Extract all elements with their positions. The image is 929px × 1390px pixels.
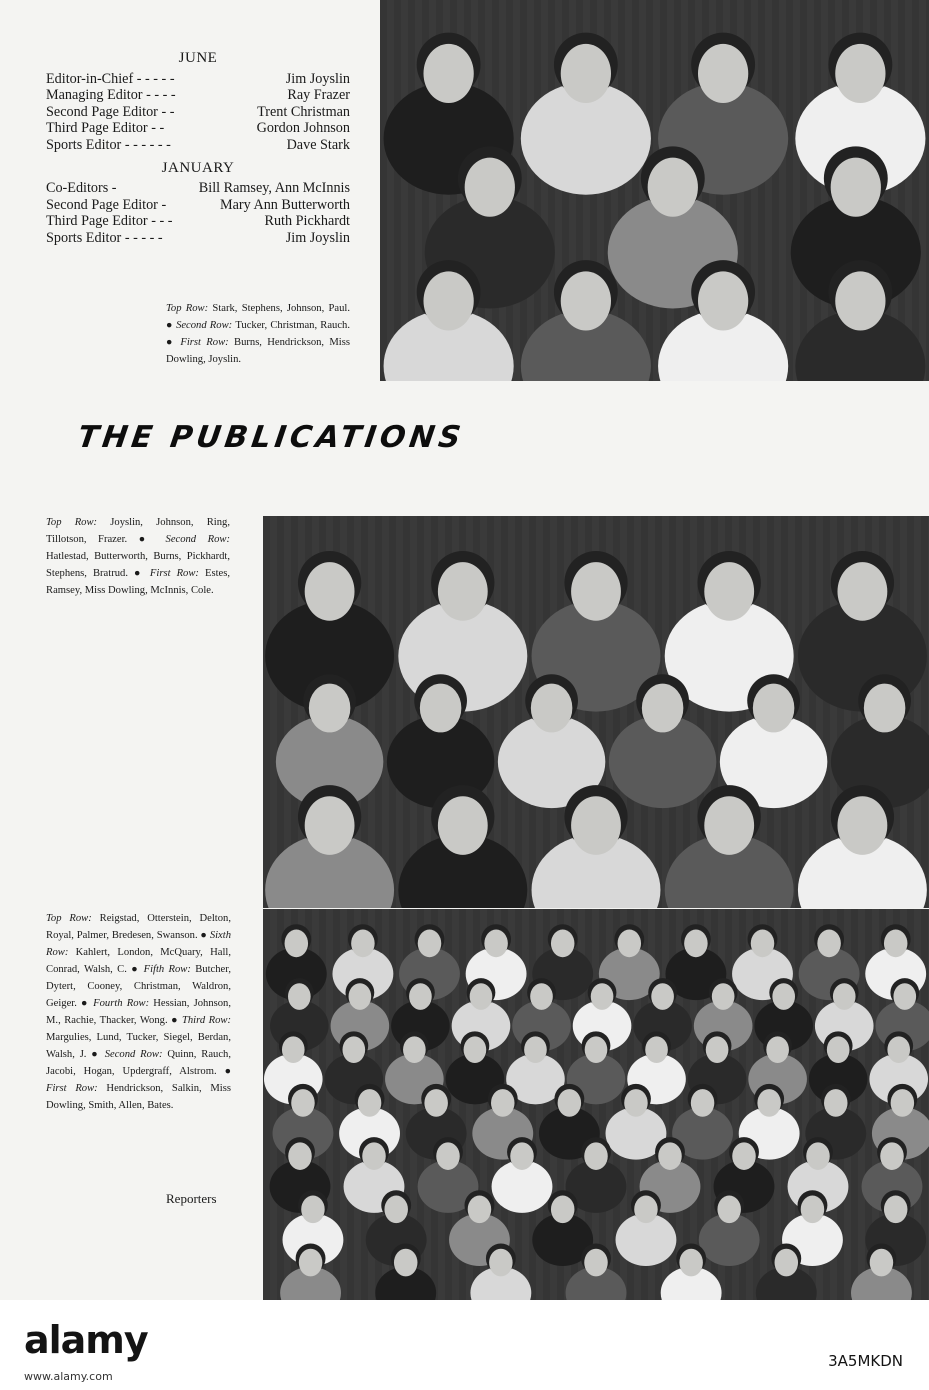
caption-row-label: Fifth Row: <box>143 964 196 975</box>
caption-row-names: Margulies, Lund, Tucker, Siegel, Berdan, Walsh, J. <box>46 1032 231 1060</box>
staff-name: Ruth Pickhardt <box>264 213 350 230</box>
caption-row-label: First Row: <box>180 337 234 348</box>
staff-role: Managing Editor - - - - <box>46 87 176 104</box>
curtain-fold <box>786 0 793 381</box>
staff-name: Gordon Johnson <box>256 120 350 137</box>
reporters-group-photo <box>263 909 929 1300</box>
curtain-fold <box>912 0 919 381</box>
caption-row-label: Top Row: <box>166 303 213 314</box>
caption-row-label: Second Row: <box>165 534 230 545</box>
caption-row-names: Quinn, Rauch, Jacobi, Hogan, Updergraff, Alstrom. <box>46 1049 231 1077</box>
curtain-fold <box>389 516 396 908</box>
caption-row-names: Reigstad, Otterstein, Delton, Royal, Palmer, Bredesen, Swanson. <box>46 913 231 941</box>
curtain-fold <box>632 0 639 381</box>
caption-row-names: Hatlestad, Butterworth, Burns, Pickhardt, Stephens, Bratrud. <box>46 551 230 579</box>
staff-group-photo <box>263 516 929 908</box>
caption-row-names: Hendrickson, Salkin, Miss Dowling, Smith, Allen, Bates. <box>46 1083 231 1111</box>
staff-role: Second Page Editor - <box>46 196 167 213</box>
staff-name: Mary Ann Butterworth <box>219 196 350 213</box>
editors-photo-figures <box>380 0 929 381</box>
page-title: THE PUBLICATIONS <box>75 420 467 455</box>
staff-role-row <box>46 120 350 137</box>
staff-role-row <box>46 230 350 247</box>
caption-row-label: Second Row: <box>104 1049 168 1060</box>
curtain-fold <box>800 0 807 381</box>
staff-name: Ray Frazer <box>287 87 350 104</box>
curtain-fold <box>277 516 284 908</box>
curtain-fold <box>772 0 779 381</box>
curtain-fold <box>534 0 541 381</box>
staff-role: Sports Editor - - - - - - <box>46 136 171 153</box>
staff-role: Sports Editor - - - - - <box>46 229 163 246</box>
caption-row-names: Stark, Stephens, Johnson, Paul. <box>212 303 351 314</box>
caption-bullet: ● <box>216 1066 231 1077</box>
caption-row-label: Second Row: <box>176 320 236 331</box>
june-heading: JUNE <box>178 50 218 66</box>
staff-name: Jim Joyslin <box>285 229 350 246</box>
staff-photo-figures <box>263 516 929 908</box>
curtain-fold <box>403 516 410 908</box>
caption-row-names: Tucker, Christman, Rauch. <box>235 320 350 331</box>
january-heading: JANUARY <box>161 159 235 176</box>
caption-row-label: First Row: <box>149 568 205 579</box>
staff-role-row <box>46 87 350 104</box>
editors-group-photo <box>380 0 929 381</box>
caption-bullet: ● <box>127 568 150 579</box>
caption-row-label: Sixth Row: <box>46 930 231 958</box>
reporters-photo-caption <box>46 910 231 1114</box>
staff-photo-caption <box>46 514 230 599</box>
caption-row-names: Burns, Hendrickson, Miss Dowling, Joyslin. <box>166 337 350 365</box>
staff-role-row <box>46 180 350 197</box>
staff-role-row <box>46 213 350 230</box>
staff-role: Second Page Editor - - <box>46 103 175 120</box>
january-roles <box>46 180 350 246</box>
caption-row-names: Estes, Ramsey, Miss Dowling, McInnis, Cole. <box>46 568 231 596</box>
curtain-fold <box>520 0 527 381</box>
caption-bullet: ● <box>167 1015 182 1026</box>
staff-role: Co-Editors - <box>46 180 117 197</box>
caption-bullet: ● <box>126 964 144 975</box>
reporters-label: Reporters <box>166 1191 217 1206</box>
curtain-fold <box>921 516 928 908</box>
caption-row-label: Top Row: <box>46 517 111 528</box>
caption-row-label: Top Row: <box>46 913 100 924</box>
staff-role-row <box>46 137 350 154</box>
caption-bullet: ● <box>166 337 181 348</box>
staff-role: Third Page Editor - - <box>46 120 165 137</box>
staff-role-row <box>46 197 350 214</box>
curtain-fold <box>394 0 401 381</box>
curtain-fold <box>375 516 382 908</box>
watermark-url: www.alamy.com <box>24 1370 113 1383</box>
watermark-image-id: 3A5MKDN <box>828 1352 903 1370</box>
caption-row-names: Hessian, Johnson, M., Rachie, Thacker, Wong. <box>46 998 231 1026</box>
caption-bullet: ● <box>197 930 210 941</box>
caption-bullet: ● <box>166 320 177 331</box>
june-roles <box>46 71 350 154</box>
caption-bullet: ● <box>76 998 94 1009</box>
curtain-fold <box>263 516 270 908</box>
caption-row-names: Joyslin, Johnson, Ring, Tillotson, Frazer. <box>46 517 230 545</box>
curtain-fold <box>380 0 387 381</box>
staff-name: Jim Joyslin <box>285 70 350 87</box>
caption-row-names: Kahlert, London, McQuary, Hall, Conrad, Walsh, C. <box>46 947 231 975</box>
staff-name: Bill Ramsey, Ann McInnis <box>198 180 350 197</box>
staff-role-row <box>46 71 350 88</box>
caption-bullet: ● <box>86 1049 105 1060</box>
staff-name: Trent Christman <box>257 103 350 120</box>
staff-name: Dave Stark <box>286 136 350 153</box>
caption-row-label: Fourth Row: <box>93 998 154 1009</box>
watermark-brand: alamy <box>24 1318 148 1362</box>
staff-role-row <box>46 104 350 121</box>
caption-bullet: ● <box>127 534 166 545</box>
editors-photo-caption <box>166 300 350 368</box>
curtain-fold <box>809 516 816 908</box>
caption-row-label: Third Row: <box>181 1015 232 1026</box>
caption-row-names: Butcher, Dytert, Cooney, Christman, Waldron, Geiger. <box>46 964 231 1009</box>
caption-row-label: First Row: <box>46 1083 107 1094</box>
staff-listing <box>46 48 350 247</box>
staff-role: Third Page Editor - - - <box>46 213 173 230</box>
staff-role: Editor-in-Chief - - - - - <box>46 70 175 87</box>
curtain-fold <box>515 516 522 908</box>
reporters-photo-figures <box>263 909 929 1300</box>
